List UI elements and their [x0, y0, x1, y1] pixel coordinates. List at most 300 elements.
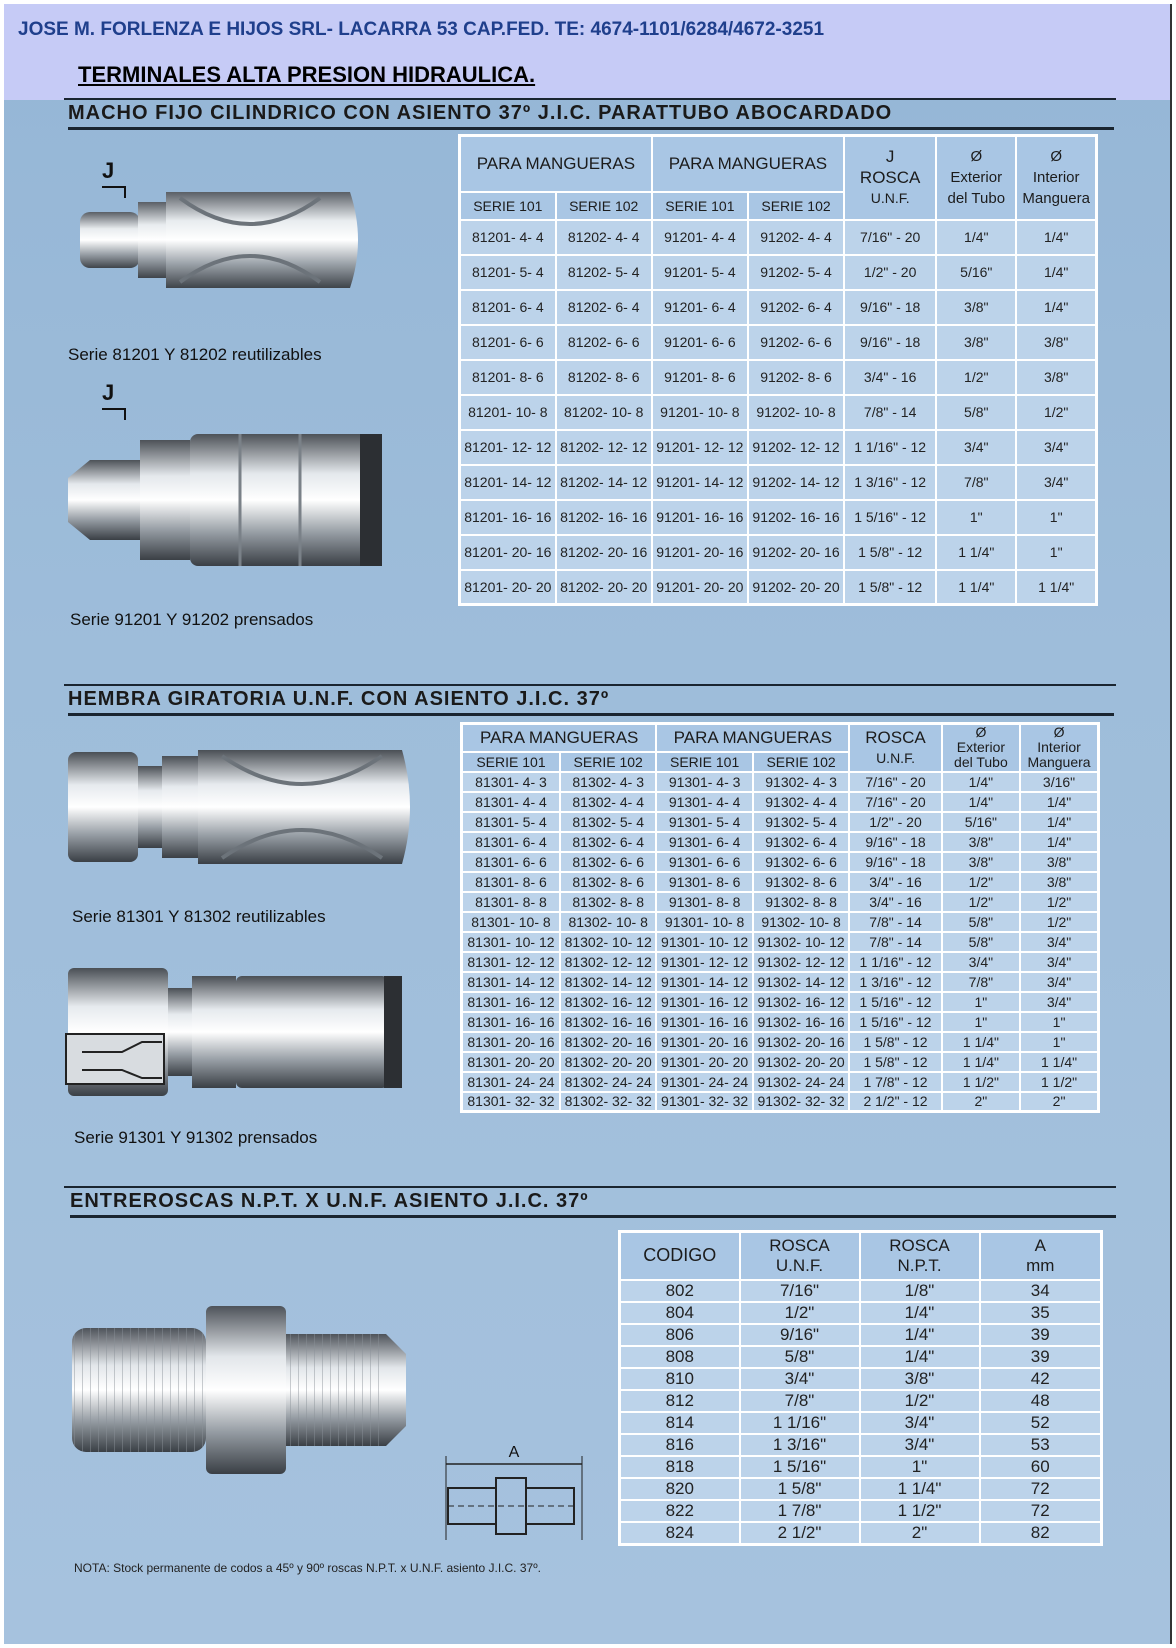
table-cell: 3/8": [1016, 325, 1096, 360]
table-cell: 3/8": [860, 1368, 980, 1390]
table-cell: 91201- 5- 4: [652, 255, 748, 290]
table-cell: 34: [980, 1280, 1102, 1302]
dimension-a-label: A: [508, 1444, 520, 1461]
table-cell: 91301- 24- 24: [656, 1072, 752, 1092]
table-cell: 1/4": [1020, 812, 1098, 832]
s1-header-exterior: [936, 136, 1016, 220]
table-cell: 81302- 12- 12: [560, 952, 656, 972]
table-cell: 9/16" - 18: [849, 852, 941, 872]
table-cell: 1 1/4": [936, 570, 1016, 605]
table-cell: 1/4": [860, 1302, 980, 1324]
section3-table: [618, 1230, 1103, 1546]
reusable-male-fitting-illustration: [70, 180, 370, 300]
table-cell: 91301- 4- 3: [656, 772, 752, 792]
s1-header-rosca-j: J: [885, 147, 895, 167]
table-row: [620, 1522, 1102, 1545]
table-row: [460, 325, 1097, 360]
table-cell: 1/4": [1016, 255, 1096, 290]
table-row: [462, 1052, 1099, 1072]
table-row: [460, 570, 1097, 605]
table-cell: 81202- 6- 6: [556, 325, 652, 360]
table-cell: 91302- 16- 12: [753, 992, 849, 1012]
table-cell: 7/16" - 20: [849, 772, 941, 792]
table-cell: 91201- 20- 16: [652, 535, 748, 570]
table-cell: 3/4" - 16: [849, 872, 941, 892]
table-cell: 3/4": [860, 1434, 980, 1456]
s2-header-serie102b: SERIE 102: [753, 752, 849, 772]
section1-table: [458, 134, 1098, 606]
table-cell: 810: [620, 1368, 740, 1390]
table-row: [462, 952, 1099, 972]
s2-header-ext-1: Exterior: [956, 739, 1006, 756]
table-cell: 3/4": [1020, 932, 1098, 952]
table-cell: 81301- 20- 16: [462, 1032, 560, 1052]
table-cell: 1/4": [936, 220, 1016, 255]
table-cell: 5/16": [936, 255, 1016, 290]
table-row: [462, 1032, 1099, 1052]
table-cell: 1/2" - 20: [844, 255, 936, 290]
table-cell: 91302- 6- 4: [753, 832, 849, 852]
s1-header-ext-1: Exterior: [950, 169, 1003, 187]
table-cell: 1/2": [740, 1302, 860, 1324]
s2-header-int-sym: Ø: [1053, 724, 1065, 741]
table-cell: 81202- 20- 16: [556, 535, 652, 570]
s1-header-unf: U.N.F.: [870, 190, 910, 207]
table-row: [462, 852, 1099, 872]
table-row: [462, 932, 1099, 952]
table-cell: 1 1/16" - 12: [849, 952, 941, 972]
npt-unf-adapter-illustration: [66, 1300, 416, 1480]
s3-header-rosca1-1: ROSCA: [769, 1235, 830, 1255]
table-cell: 1/4": [860, 1324, 980, 1346]
table-row: [462, 792, 1099, 812]
table-cell: 1/4": [1020, 832, 1098, 852]
table-row: [460, 395, 1097, 430]
table-cell: 91201- 6- 4: [652, 290, 748, 325]
table-cell: 1/2": [942, 892, 1020, 912]
table-cell: 2 1/2" - 12: [849, 1092, 941, 1112]
table-cell: 1 3/16" - 12: [844, 465, 936, 500]
table-cell: 7/16" - 20: [849, 792, 941, 812]
table-cell: 81301- 5- 4: [462, 812, 560, 832]
table-cell: 81202- 14- 12: [556, 465, 652, 500]
s2-header-group1: PARA MANGUERAS: [462, 724, 657, 752]
s3-header-codigo: CODIGO: [620, 1232, 740, 1280]
table-cell: 91201- 12- 12: [652, 430, 748, 465]
table-cell: 7/8" - 14: [849, 932, 941, 952]
table-cell: 82: [980, 1522, 1102, 1545]
table-cell: 1/2": [1020, 912, 1098, 932]
table-cell: 1 5/16": [740, 1456, 860, 1478]
table-cell: 1/4": [942, 792, 1020, 812]
table-cell: 1/4": [860, 1346, 980, 1368]
table-cell: 3/4" - 16: [844, 360, 936, 395]
table-cell: 3/4": [860, 1412, 980, 1434]
s1-header-group2: PARA MANGUERAS: [652, 136, 844, 192]
s1-header-int-sym: Ø: [1050, 148, 1062, 166]
table-cell: 81301- 4- 3: [462, 772, 560, 792]
s1-header-serie102b: SERIE 102: [748, 192, 844, 220]
table-cell: 1 3/16" - 12: [849, 972, 941, 992]
table-row: [620, 1478, 1102, 1500]
table-cell: 1 5/16" - 12: [849, 1012, 941, 1032]
table-cell: 818: [620, 1456, 740, 1478]
table-cell: 3/4": [1020, 972, 1098, 992]
table-cell: 3/8": [936, 325, 1016, 360]
table-cell: 60: [980, 1456, 1102, 1478]
table-cell: 3/4" - 16: [849, 892, 941, 912]
table-cell: 81302- 20- 16: [560, 1032, 656, 1052]
table-cell: 1/2": [1016, 395, 1096, 430]
table-cell: 820: [620, 1478, 740, 1500]
table-cell: 81201- 4- 4: [460, 220, 556, 255]
table-cell: 81302- 10- 12: [560, 932, 656, 952]
table-cell: 81201- 16- 16: [460, 500, 556, 535]
section2-title: HEMBRA GIRATORIA U.N.F. CON ASIENTO J.I.C. 37º: [68, 688, 1114, 716]
table-row: [620, 1390, 1102, 1412]
s2-header-group2: PARA MANGUERAS: [656, 724, 849, 752]
table-cell: 7/16": [740, 1280, 860, 1302]
table-cell: 9/16" - 18: [844, 290, 936, 325]
section1-caption-reusable: Serie 81201 Y 81202 reutilizables: [68, 345, 322, 364]
table-cell: 7/16" - 20: [844, 220, 936, 255]
table-cell: 81301- 16- 12: [462, 992, 560, 1012]
table-cell: 91302- 5- 4: [753, 812, 849, 832]
section3-table-body: [620, 1280, 1102, 1545]
s1-header-ext-sym: Ø: [970, 148, 983, 166]
table-cell: 52: [980, 1412, 1102, 1434]
section1-caption-crimped: Serie 91201 Y 91202 prensados: [70, 610, 314, 629]
table-cell: 1 5/8" - 12: [849, 1032, 941, 1052]
table-cell: 9/16" - 18: [844, 325, 936, 360]
s2-header-interior: [1020, 724, 1098, 772]
table-cell: 1 1/16" - 12: [844, 430, 936, 465]
s1-header-int-1: Interior: [1032, 169, 1080, 187]
table-cell: 1 1/2": [860, 1500, 980, 1522]
table-cell: 1 1/4": [942, 1032, 1020, 1052]
table-cell: 1/4": [1020, 792, 1098, 812]
table-cell: 53: [980, 1434, 1102, 1456]
table-cell: 91302- 4- 3: [753, 772, 849, 792]
reusable-female-swivel-illustration: [62, 742, 422, 872]
table-cell: 806: [620, 1324, 740, 1346]
table-cell: 1 1/4": [860, 1478, 980, 1500]
section3-top-rule: [64, 1186, 1116, 1188]
s3-header-rosca2-2: N.P.T.: [897, 1255, 942, 1275]
table-cell: 81301- 8- 6: [462, 872, 560, 892]
table-cell: 91302- 10- 8: [753, 912, 849, 932]
table-cell: 81301- 6- 6: [462, 852, 560, 872]
table-cell: 1 7/8" - 12: [849, 1072, 941, 1092]
table-cell: 1 1/2": [942, 1072, 1020, 1092]
s3-header-a-2: mm: [1026, 1255, 1055, 1275]
table-cell: 1 1/2": [1020, 1072, 1098, 1092]
table-cell: 81302- 14- 12: [560, 972, 656, 992]
table-cell: 3/4": [1020, 992, 1098, 1012]
table-row: [460, 535, 1097, 570]
section1-table-body: [460, 220, 1097, 605]
s1-header-rosca: [844, 136, 936, 220]
table-cell: 9/16" - 18: [849, 832, 941, 852]
table-cell: 91202- 20- 16: [748, 535, 844, 570]
table-cell: 91302- 4- 4: [753, 792, 849, 812]
table-cell: 1 1/4": [936, 535, 1016, 570]
table-cell: 1 7/8": [740, 1500, 860, 1522]
table-cell: 3/4": [1016, 430, 1096, 465]
section2-caption-reusable: Serie 81301 Y 81302 reutilizables: [72, 907, 326, 926]
table-cell: 39: [980, 1324, 1102, 1346]
section2-caption-crimped: Serie 91301 Y 91302 prensados: [74, 1128, 318, 1147]
table-cell: 3/8": [1020, 852, 1098, 872]
table-cell: 81302- 8- 8: [560, 892, 656, 912]
s2-header-ext-sym: Ø: [975, 724, 987, 741]
table-row: [462, 772, 1099, 792]
table-cell: 91201- 4- 4: [652, 220, 748, 255]
table-cell: 91301- 32- 32: [656, 1092, 752, 1112]
table-cell: 2": [860, 1522, 980, 1545]
table-cell: 91202- 10- 8: [748, 395, 844, 430]
table-row: [462, 912, 1099, 932]
s2-header-serie101a: SERIE 101: [462, 752, 560, 772]
j-dimension-label-2: J: [102, 380, 115, 405]
table-cell: 81201- 20- 20: [460, 570, 556, 605]
table-cell: 3/8": [1020, 872, 1098, 892]
table-cell: 808: [620, 1346, 740, 1368]
s2-header-int-2: Manguera: [1027, 754, 1091, 771]
table-row: [462, 872, 1099, 892]
table-cell: 81202- 16- 16: [556, 500, 652, 535]
header-band: [4, 4, 1170, 100]
table-cell: 1 5/8" - 12: [844, 570, 936, 605]
table-cell: 81302- 16- 12: [560, 992, 656, 1012]
table-cell: 91201- 16- 16: [652, 500, 748, 535]
table-cell: 91301- 5- 4: [656, 812, 752, 832]
adapter-dimension-diagram: [440, 1440, 590, 1550]
table-row: [460, 360, 1097, 395]
crimped-female-swivel-illustration: [62, 962, 412, 1102]
table-cell: 91301- 8- 8: [656, 892, 752, 912]
table-cell: 91301- 6- 4: [656, 832, 752, 852]
table-cell: 824: [620, 1522, 740, 1545]
section1-top-rule: [64, 98, 1116, 100]
table-cell: 3/4": [1016, 465, 1096, 500]
table-cell: 91301- 6- 6: [656, 852, 752, 872]
table-row: [620, 1500, 1102, 1522]
s3-header-rosca1-2: U.N.F.: [775, 1255, 824, 1275]
s3-header-a-mm: [980, 1232, 1102, 1280]
crimped-male-fitting-illustration: [60, 420, 390, 580]
table-cell: 91202- 4- 4: [748, 220, 844, 255]
table-cell: 91202- 6- 4: [748, 290, 844, 325]
table-cell: 9/16": [740, 1324, 860, 1346]
s1-header-interior: [1016, 136, 1096, 220]
table-cell: 2 1/2": [740, 1522, 860, 1545]
table-cell: 72: [980, 1500, 1102, 1522]
table-cell: 39: [980, 1346, 1102, 1368]
table-cell: 81301- 14- 12: [462, 972, 560, 992]
table-cell: 7/8": [942, 972, 1020, 992]
s3-header-rosca2-1: ROSCA: [889, 1235, 950, 1255]
table-cell: 91301- 8- 6: [656, 872, 752, 892]
table-cell: 81302- 10- 8: [560, 912, 656, 932]
table-cell: 81201- 6- 4: [460, 290, 556, 325]
table-cell: 81201- 10- 8: [460, 395, 556, 430]
table-row: [462, 1012, 1099, 1032]
s1-header-serie102a: SERIE 102: [556, 192, 652, 220]
table-cell: 81202- 20- 20: [556, 570, 652, 605]
table-cell: 91202- 16- 16: [748, 500, 844, 535]
s2-header-rosca-label: ROSCA: [865, 727, 926, 747]
company-line: JOSE M. FORLENZA E HIJOS SRL- LACARRA 53 CAP.FED. TE: 4674-1101/6284/4672-3251: [18, 19, 825, 40]
table-cell: 1/8": [860, 1280, 980, 1302]
table-cell: 91301- 10- 12: [656, 932, 752, 952]
section3-title: ENTREROSCAS N.P.T. X U.N.F. ASIENTO J.I.C. 37º: [70, 1190, 1116, 1218]
section2-table: [460, 722, 1100, 1113]
s2-header-unf: U.N.F.: [876, 749, 915, 766]
s1-header-int-2: Manguera: [1022, 190, 1090, 208]
table-row: [462, 892, 1099, 912]
table-cell: 81301- 20- 20: [462, 1052, 560, 1072]
table-cell: 1 5/8" - 12: [844, 535, 936, 570]
table-cell: 91202- 12- 12: [748, 430, 844, 465]
table-cell: 1 1/16": [740, 1412, 860, 1434]
table-cell: 91302- 12- 12: [753, 952, 849, 972]
s1-header-rosca-label: ROSCA: [859, 168, 921, 188]
table-cell: 91302- 20- 20: [753, 1052, 849, 1072]
table-cell: 1 1/4": [1020, 1052, 1098, 1072]
s1-header-serie101a: SERIE 101: [460, 192, 556, 220]
s1-header-serie101b: SERIE 101: [652, 192, 748, 220]
table-cell: 1 5/8" - 12: [849, 1052, 941, 1072]
table-cell: 1 3/16": [740, 1434, 860, 1456]
table-cell: 91302- 20- 16: [753, 1032, 849, 1052]
table-row: [620, 1368, 1102, 1390]
table-row: [460, 220, 1097, 255]
table-cell: 1": [942, 992, 1020, 1012]
table-cell: 1": [936, 500, 1016, 535]
table-cell: 1/2": [942, 872, 1020, 892]
table-cell: 91302- 10- 12: [753, 932, 849, 952]
table-cell: 5/8": [936, 395, 1016, 430]
table-cell: 81201- 20- 16: [460, 535, 556, 570]
table-cell: 91302- 32- 32: [753, 1092, 849, 1112]
stock-note: NOTA: Stock permanente de codos a 45º y 90º roscas N.P.T. x U.N.F. asiento J.I.C. 37º.: [74, 1561, 541, 1575]
table-cell: 3/4": [942, 952, 1020, 972]
table-cell: 91202- 14- 12: [748, 465, 844, 500]
table-cell: 3/4": [740, 1368, 860, 1390]
table-cell: 5/8": [942, 912, 1020, 932]
table-cell: 81201- 5- 4: [460, 255, 556, 290]
table-cell: 1/2": [1020, 892, 1098, 912]
table-cell: 91301- 20- 20: [656, 1052, 752, 1072]
table-cell: 816: [620, 1434, 740, 1456]
table-row: [460, 500, 1097, 535]
table-cell: 81201- 12- 12: [460, 430, 556, 465]
table-row: [620, 1456, 1102, 1478]
table-cell: 3/8": [942, 832, 1020, 852]
table-row: [462, 972, 1099, 992]
table-row: [620, 1434, 1102, 1456]
table-row: [462, 992, 1099, 1012]
table-cell: 91302- 16- 16: [753, 1012, 849, 1032]
document-title: TERMINALES ALTA PRESION HIDRAULICA.: [78, 62, 536, 87]
table-cell: 1": [942, 1012, 1020, 1032]
table-cell: 81202- 6- 4: [556, 290, 652, 325]
table-cell: 91302- 8- 8: [753, 892, 849, 912]
table-cell: 91301- 4- 4: [656, 792, 752, 812]
table-cell: 91201- 8- 6: [652, 360, 748, 395]
table-cell: 81302- 4- 4: [560, 792, 656, 812]
table-cell: 5/16": [942, 812, 1020, 832]
table-cell: 91202- 20- 20: [748, 570, 844, 605]
table-cell: 2": [942, 1092, 1020, 1112]
s3-header-rosca-npt: [860, 1232, 980, 1280]
section2-table-body: [462, 772, 1099, 1112]
table-cell: 81301- 6- 4: [462, 832, 560, 852]
table-cell: 91302- 6- 6: [753, 852, 849, 872]
table-row: [462, 812, 1099, 832]
s2-header-serie102a: SERIE 102: [560, 752, 656, 772]
table-cell: 81302- 16- 16: [560, 1012, 656, 1032]
table-cell: 1 1/4": [942, 1052, 1020, 1072]
table-row: [620, 1324, 1102, 1346]
table-cell: 1/4": [942, 772, 1020, 792]
table-cell: 35: [980, 1302, 1102, 1324]
table-cell: 81302- 20- 20: [560, 1052, 656, 1072]
table-cell: 81301- 12- 12: [462, 952, 560, 972]
table-cell: 81201- 6- 6: [460, 325, 556, 360]
table-cell: 48: [980, 1390, 1102, 1412]
table-cell: 1 5/16" - 12: [844, 500, 936, 535]
table-row: [460, 430, 1097, 465]
s3-header-rosca-unf: [740, 1232, 860, 1280]
table-cell: 91301- 10- 8: [656, 912, 752, 932]
table-cell: 3/8": [936, 290, 1016, 325]
table-row: [620, 1346, 1102, 1368]
table-row: [462, 832, 1099, 852]
table-row: [460, 255, 1097, 290]
table-cell: 81301- 8- 8: [462, 892, 560, 912]
table-cell: 81202- 8- 6: [556, 360, 652, 395]
s2-header-serie101b: SERIE 101: [656, 752, 752, 772]
table-cell: 81302- 8- 6: [560, 872, 656, 892]
table-cell: 91202- 5- 4: [748, 255, 844, 290]
table-cell: 1/2": [936, 360, 1016, 395]
table-cell: 1": [1020, 1032, 1098, 1052]
table-cell: 3/16": [1020, 772, 1098, 792]
table-cell: 1": [860, 1456, 980, 1478]
table-cell: 81301- 10- 8: [462, 912, 560, 932]
s1-header-group1: PARA MANGUERAS: [460, 136, 652, 192]
table-cell: 91201- 6- 6: [652, 325, 748, 360]
table-cell: 91301- 16- 16: [656, 1012, 752, 1032]
table-row: [620, 1412, 1102, 1434]
table-cell: 2": [1020, 1092, 1098, 1112]
table-cell: 81302- 6- 4: [560, 832, 656, 852]
table-cell: 5/8": [942, 932, 1020, 952]
table-cell: 7/8" - 14: [844, 395, 936, 430]
table-cell: 7/8": [740, 1390, 860, 1412]
table-cell: 81302- 32- 32: [560, 1092, 656, 1112]
table-cell: 1 5/16" - 12: [849, 992, 941, 1012]
table-cell: 1/4": [1016, 290, 1096, 325]
table-cell: 1 1/4": [1016, 570, 1096, 605]
table-cell: 91201- 20- 20: [652, 570, 748, 605]
table-cell: 81301- 32- 32: [462, 1092, 560, 1112]
table-cell: 81302- 5- 4: [560, 812, 656, 832]
table-cell: 91202- 8- 6: [748, 360, 844, 395]
section2-top-rule: [64, 684, 1116, 686]
